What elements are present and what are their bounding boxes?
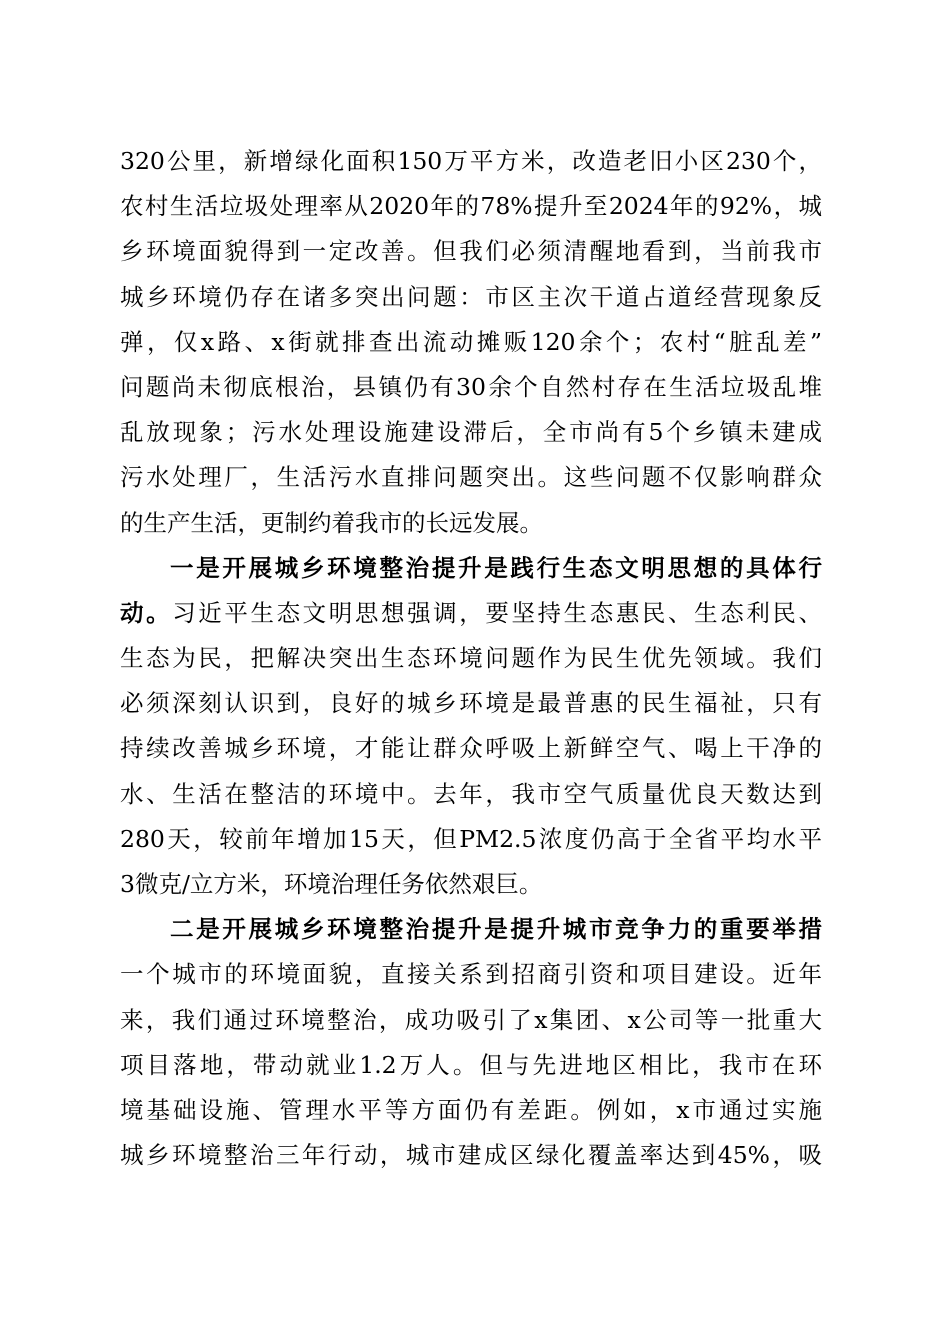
text-line: [120, 726, 822, 771]
body-text: 持续改善城乡环境，才能让群众呼吸上新鲜空气、喝上干净的: [120, 734, 822, 763]
body-text: 弹，仅x路、x街就排查出流动摊贩120余个；农村“脏乱差”: [120, 327, 822, 356]
paragraph: [120, 139, 822, 546]
text-line: [120, 952, 822, 997]
text-line: [120, 907, 822, 952]
body-text: 生态为民，把解决突出生态环境问题作为民生优先领域。我们: [120, 644, 822, 673]
paragraph: [120, 546, 822, 908]
text-line: [120, 862, 822, 907]
body-text: 280天，较前年增加15天，但PM2.5浓度仍高于全省平均水平: [120, 824, 822, 853]
text-line: [120, 772, 822, 817]
text-line: [120, 365, 822, 410]
body-text: 农村生活垃圾处理率从2020年的78%提升至2024年的92%，城: [120, 192, 822, 221]
text-line: [120, 1088, 822, 1133]
text-line: [120, 501, 822, 546]
text-line: [120, 591, 822, 636]
body-text: 水、生活在整洁的环境中。去年，我市空气质量优良天数达到: [120, 779, 822, 808]
text-line: [120, 320, 822, 365]
body-text: 必须深刻认识到，良好的城乡环境是最普惠的民生福祉，只有: [120, 689, 822, 718]
bold-heading-text: 一是开展城乡环境整治提升是践行生态文明思想的具体行: [170, 553, 822, 582]
body-text: 习近平生态文明思想强调，要坚持生态惠民、生态利民、: [172, 598, 823, 627]
text-line: [120, 1043, 822, 1088]
text-line: [120, 1133, 822, 1178]
text-line: [120, 636, 822, 681]
text-line: [120, 817, 822, 862]
text-line: [120, 410, 822, 455]
body-text: 乱放现象；污水处理设施建设滞后，全市尚有5个乡镇未建成: [120, 418, 822, 447]
text-line: [120, 455, 822, 500]
text-line: [120, 139, 822, 184]
body-text: 320公里，新增绿化面积150万平方米，改造老旧小区230个，: [120, 147, 822, 175]
body-text: 城乡环境整治三年行动，城市建成区绿化覆盖率达到45%，吸: [120, 1141, 822, 1170]
text-line: [120, 998, 822, 1043]
text-line: [120, 229, 822, 274]
text-line: [120, 681, 822, 726]
body-text: 乡环境面貌得到一定改善。但我们必须清醒地看到，当前我市: [120, 237, 822, 266]
body-text: 城乡环境仍存在诸多突出问题：市区主次干道占道经营现象反: [120, 282, 822, 311]
text-line: [120, 546, 822, 591]
body-text: 境基础设施、管理水平等方面仍有差距。例如，x市通过实施: [120, 1095, 822, 1124]
body-text: 3微克/立方米，环境治理任务依然艰巨。: [120, 870, 543, 898]
bold-heading-text: 二是开展城乡环境整治提升是提升城市竞争力的重要举措: [170, 915, 822, 944]
body-text: 一个城市的环境面貌，直接关系到招商引资和项目建设。近年: [120, 960, 822, 989]
paragraph: [120, 907, 822, 1178]
body-text: 来，我们通过环境整治，成功吸引了x集团、x公司等一批重大: [120, 1005, 822, 1034]
text-line: [120, 184, 822, 229]
body-text: 污水处理厂，生活污水直排问题突出。这些问题不仅影响群众: [120, 463, 822, 492]
document-page: [120, 139, 822, 1178]
text-line: [120, 275, 822, 320]
bold-heading-text: 动。: [120, 598, 173, 627]
body-text: 问题尚未彻底根治，县镇仍有30余个自然村存在生活垃圾乱堆: [120, 372, 822, 401]
body-text: 项目落地，带动就业1.2万人。但与先进地区相比，我市在环: [120, 1050, 822, 1079]
body-text: 的生产生活，更制约着我市的长远发展。: [120, 508, 543, 537]
